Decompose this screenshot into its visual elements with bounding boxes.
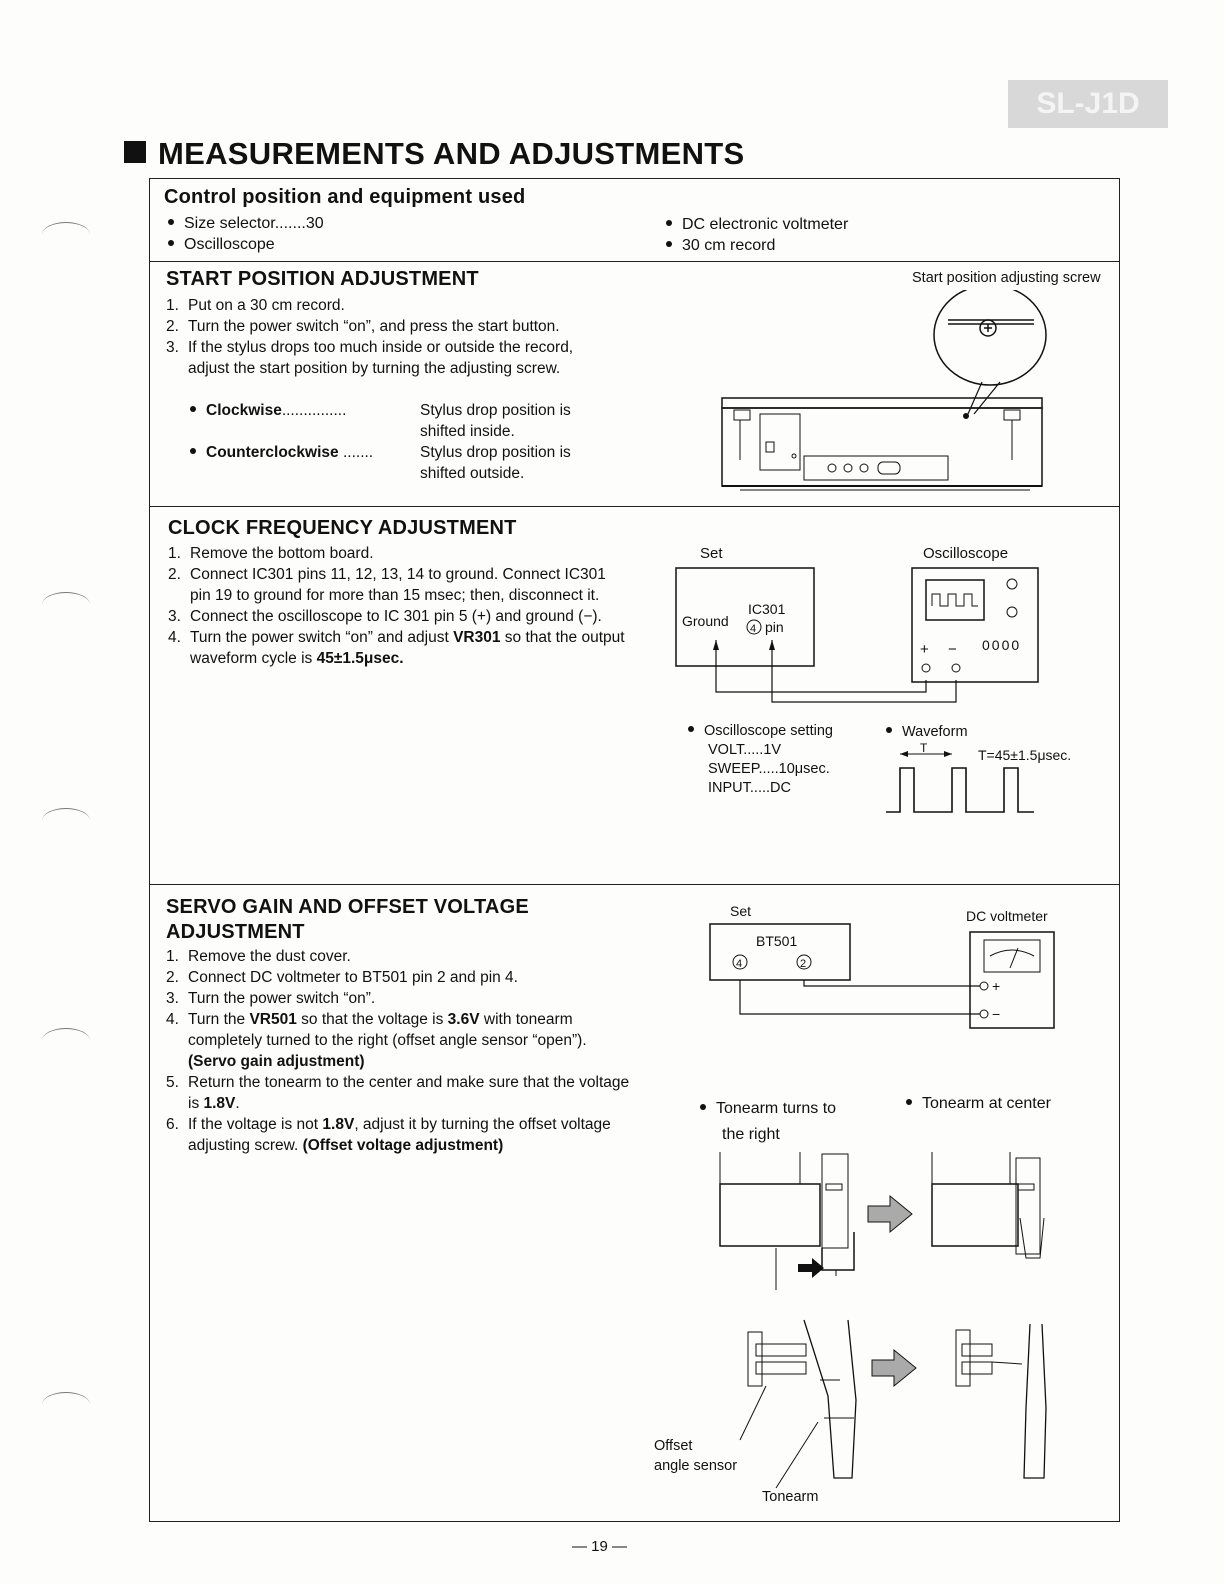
list-item: [166, 295, 636, 316]
page-number: — 19 —: [572, 1538, 628, 1555]
servo-heading-line: SERVO GAIN AND OFFSET VOLTAGE: [166, 896, 529, 918]
dc-voltmeter-label: DC voltmeter: [966, 908, 1048, 924]
control-item: [666, 235, 775, 256]
square-bullet-icon: [124, 141, 146, 163]
step-text: Connect DC voltmeter to BT501 pin 2 and pin 4.: [188, 969, 518, 986]
bullet-icon: [190, 448, 196, 454]
list-item: [166, 1114, 633, 1156]
step-number: 2.: [168, 566, 181, 583]
tonearm-label: Tonearm: [762, 1489, 819, 1505]
turntable-rear-figure: [700, 290, 1110, 495]
plus-label: +: [992, 978, 1001, 994]
list-item: [168, 564, 610, 606]
tonearm-right-label: [700, 1096, 836, 1148]
bt501-label: BT501: [756, 933, 798, 949]
tonearm-center-text: Tonearm at center: [922, 1095, 1051, 1112]
step-number: 3.: [168, 608, 181, 625]
list-item: [166, 1009, 628, 1072]
start-fig-label: Start position adjusting screw: [912, 270, 1101, 286]
model-tag: SL-J1D: [1008, 80, 1168, 128]
start-heading: START POSITION ADJUSTMENT: [166, 268, 479, 290]
bullet-icon: [666, 241, 672, 247]
bold-text: 1.8V: [203, 1095, 236, 1112]
control-item: [168, 213, 324, 234]
list-item: [166, 1072, 633, 1114]
step-text: Turn the: [188, 1011, 250, 1028]
set-label: Set: [700, 545, 723, 562]
step-text: If the voltage is not: [188, 1116, 323, 1133]
clockwise-text: Stylus drop position is shifted inside.: [420, 402, 571, 440]
list-item: [168, 606, 610, 627]
bullet-icon: [700, 1104, 706, 1110]
bold-text: 45±1.5μsec.: [316, 650, 404, 667]
list-item: [166, 337, 588, 379]
clockwise-note: [190, 400, 620, 440]
counterclockwise-label: Counterclockwise: [206, 444, 339, 461]
servo-heading-line: ADJUSTMENT: [166, 921, 305, 943]
section-divider: [149, 884, 1120, 885]
ground-label: Ground: [682, 613, 729, 629]
step-text: If the stylus drops too much inside or outside the record, adjust the start position by turning the adjusting screw.: [188, 339, 574, 377]
step-text: Remove the dust cover.: [188, 948, 351, 965]
osc-setting-volt: VOLT.....1V: [708, 742, 782, 758]
oscilloscope-label: Oscilloscope: [923, 545, 1009, 562]
step-number: 1.: [166, 297, 179, 314]
minus-label: −: [992, 1006, 1001, 1022]
binder-hole-mark: [42, 592, 90, 617]
step-text: with tonearm completely turned to the right (offset angle sensor “open”).: [188, 1011, 587, 1049]
step-number: 3.: [166, 339, 179, 356]
set-label: Set: [730, 903, 752, 919]
step-text: , adjust it by turning the offset voltage adjusting screw.: [188, 1116, 611, 1154]
control-item-text: DC electronic voltmeter: [682, 216, 849, 233]
step-text: Remove the bottom board.: [190, 545, 374, 562]
ic-label: IC301: [748, 601, 786, 617]
pin4-number: 4: [736, 958, 743, 970]
display-digits: 0000: [982, 637, 1022, 653]
clock-heading: CLOCK FREQUENCY ADJUSTMENT: [168, 517, 517, 539]
step-number: 5.: [166, 1074, 179, 1091]
minus-label: −: [948, 641, 957, 658]
clock-steps: [168, 543, 628, 669]
bullet-icon: [168, 240, 174, 246]
step-text: Turn the power switch “on”, and press the start button.: [188, 318, 560, 335]
binder-hole-mark: [42, 222, 90, 247]
bold-text: 3.6V: [447, 1011, 480, 1028]
step-number: 2.: [166, 969, 179, 986]
bullet-icon: [886, 727, 892, 733]
binder-hole-mark: [42, 1028, 90, 1053]
bold-text: VR301: [453, 629, 501, 646]
tonearm-positions-figure: [700, 1148, 1080, 1498]
bullet-icon: [190, 406, 196, 412]
waveform-text: Waveform: [902, 724, 968, 740]
bullet-icon: [168, 219, 174, 225]
offset-sensor-text: Offset: [654, 1438, 693, 1454]
period-label: T: [920, 741, 928, 755]
dot-leader: .......: [342, 444, 374, 461]
control-item: [168, 234, 275, 255]
step-text: Put on a 30 cm record.: [188, 297, 345, 314]
page-title-text: MEASUREMENTS AND ADJUSTMENTS: [158, 136, 745, 171]
counterclockwise-text: Stylus drop position is shifted outside.: [420, 444, 571, 482]
bullet-icon: [906, 1099, 912, 1105]
servo-heading: [166, 895, 529, 945]
control-heading: Control position and equipment used: [164, 186, 526, 208]
servo-steps: [166, 946, 631, 1156]
step-number: 6.: [166, 1116, 179, 1133]
offset-sensor-label: [654, 1436, 737, 1476]
step-text: so that the voltage is: [296, 1011, 448, 1028]
offset-sensor-text: angle sensor: [654, 1458, 738, 1474]
osc-setting-sweep: SWEEP.....10μsec.: [708, 761, 830, 777]
plus-label: +: [920, 641, 929, 658]
control-item-text: Size selector.......30: [184, 215, 324, 232]
bullet-icon: [688, 726, 694, 732]
list-item: [166, 946, 631, 967]
bold-text: (Servo gain adjustment): [188, 1053, 365, 1070]
list-item: [166, 967, 631, 988]
counterclockwise-note: [190, 442, 620, 482]
step-text: Turn the power switch “on” and adjust: [190, 629, 454, 646]
dot-leader: ...............: [281, 402, 347, 419]
step-number: 1.: [166, 948, 179, 965]
list-item: [166, 988, 631, 1009]
clock-connection-figure: [670, 540, 1090, 720]
osc-setting-input: INPUT.....DC: [708, 780, 791, 796]
step-number: 2.: [166, 318, 179, 335]
page-title: [124, 136, 745, 172]
section-divider: [149, 506, 1120, 507]
osc-setting-title: Oscilloscope setting: [704, 723, 833, 739]
control-item: [666, 214, 848, 235]
pin-number: 4: [750, 623, 757, 635]
pin2-number: 2: [800, 958, 807, 970]
clockwise-label: Clockwise: [206, 402, 282, 419]
step-text: Connect IC301 pins 11, 12, 13, 14 to ground. Connect IC301 pin 19 to ground for more than 15 msec; then, disconnect it.: [190, 566, 606, 604]
tonearm-right-text: Tonearm turns to: [716, 1100, 837, 1117]
binder-hole-mark: [42, 1392, 90, 1417]
bullet-icon: [666, 220, 672, 226]
list-item: [168, 543, 628, 564]
list-item: [168, 627, 630, 669]
step-number: 1.: [168, 545, 181, 562]
step-number: 4.: [166, 1011, 179, 1028]
bold-text: VR501: [249, 1011, 297, 1028]
step-text: Return the tonearm to the center and make sure that the voltage is: [188, 1074, 630, 1112]
tonearm-center-label: [906, 1093, 1051, 1114]
bold-text: 1.8V: [322, 1116, 355, 1133]
step-number: 4.: [168, 629, 181, 646]
binder-hole-mark: [42, 808, 90, 833]
control-item-text: Oscilloscope: [184, 236, 275, 253]
step-text: Connect the oscilloscope to IC 301 pin 5 (+) and ground (−).: [190, 608, 602, 625]
step-text: Turn the power switch “on”.: [188, 990, 376, 1007]
list-item: [166, 316, 636, 337]
step-number: 3.: [166, 990, 179, 1007]
section-divider: [149, 261, 1120, 262]
period-value: T=45±1.5μsec.: [978, 747, 1072, 763]
control-item-text: 30 cm record: [682, 237, 776, 254]
bold-text: (Offset voltage adjustment): [302, 1137, 504, 1154]
pin-label: pin: [765, 619, 784, 635]
osc-setting-block: [688, 722, 833, 798]
start-steps: [166, 295, 636, 379]
tonearm-right-text: the right: [722, 1126, 780, 1143]
step-text: so that the output waveform cycle is: [190, 629, 625, 667]
step-text: .: [235, 1095, 240, 1112]
voltmeter-connection-figure: [700, 898, 1080, 1038]
waveform-figure: [880, 740, 1100, 816]
